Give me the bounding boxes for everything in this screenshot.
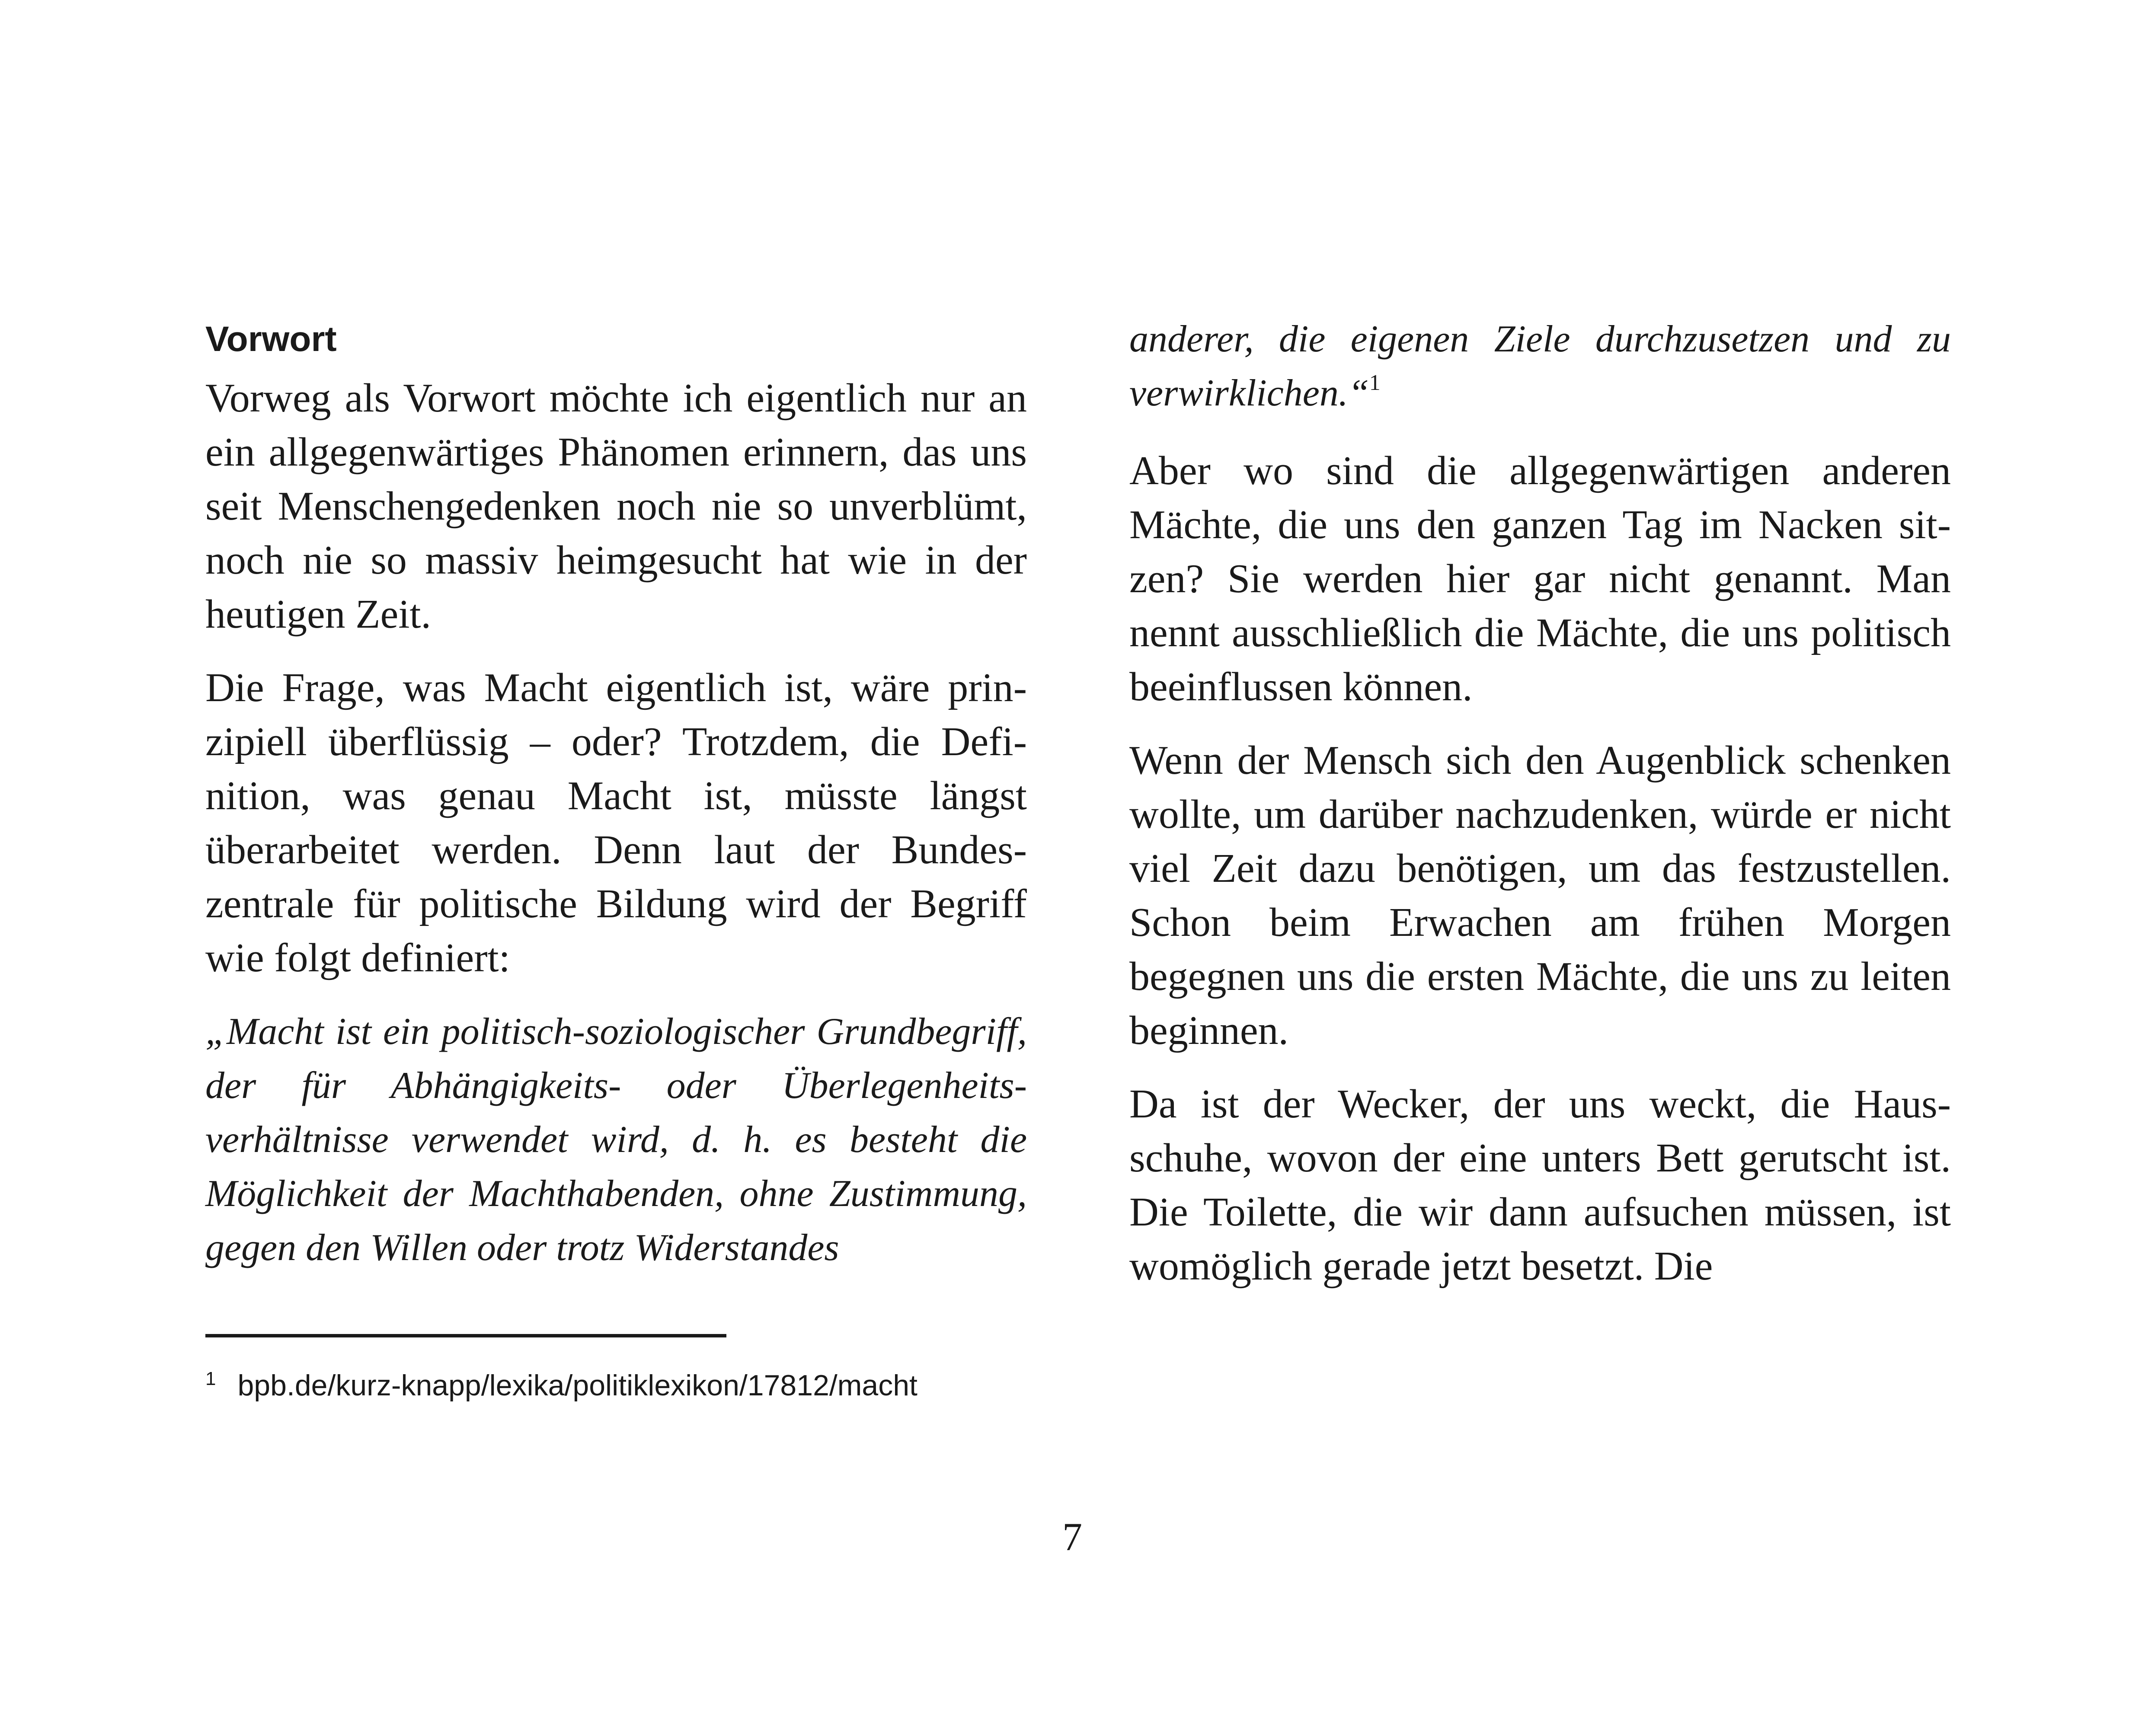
paragraph-morning: Wenn der Mensch sich den Augenblick schenken wollte, um darüber nachzudenken, würde er nicht viel Zeit dazu benötigen, um das festzustellen. Schon beim Erwachen am frühen Morgen begegnen uns die ersten Mächte, die uns zu leiten beginnen. xyxy=(1129,738,1951,1053)
footnote xyxy=(205,1357,1049,1407)
quote-definition-end xyxy=(1129,312,1951,420)
footnote-reference[interactable]: 1 xyxy=(1369,370,1381,395)
paragraph-intro: Vorweg als Vorwort möchte ich eigentlich nur an ein allgegenwärtiges Phänomen erinnern, das uns seit Menschengedenken noch nie so unverblümt, noch nie so massiv heimgesucht hat wie in der heutigen Zeit. xyxy=(205,376,1027,637)
left-column xyxy=(205,312,1027,1294)
footnote-separator xyxy=(205,1334,726,1337)
footnote-number: 1 xyxy=(205,1368,216,1389)
section-heading: Vorwort xyxy=(205,319,337,359)
quote-end-text: anderer, die eigenen Ziele durchzusetzen und zu verwirklichen.“ xyxy=(1129,318,1951,414)
paragraph-alarm-clock: Da ist der Wecker, der uns weckt, die Hausschuhe, wovon der eine unters Bett gerutscht ist. Die Toilette, die wir dann aufsuchen müssen, ist womöglich gerade jetzt besetzt. Die xyxy=(1129,1082,1951,1289)
quote-definition-start: „Macht ist ein politisch-soziologischer Grundbegriff, der für Abhängigkeits- oder Überlegenheitsverhältnisse verwendet wird, d. h. es besteht die Möglichkeit der Machthabenden, ohne Zustimmung, gegen den Willen oder trotz Widerstandes xyxy=(205,1011,1027,1269)
page-number: 7 xyxy=(1062,1515,1082,1559)
right-column xyxy=(1129,312,1951,1313)
paragraph-definition-question: Die Frage, was Macht eigentlich ist, wäre prinzipiell überflüssig – oder? Trotzdem, die Definition, was genau Macht ist, müsste längst überarbeitet werden. Denn laut der Bundeszentrale für politische Bildung wird der Begriff wie folgt definiert: xyxy=(205,665,1027,980)
paragraph-other-powers: Aber wo sind die allgegenwärtigen anderen Mächte, die uns den ganzen Tag im Nacken sitzen? Sie werden hier gar nicht genannt. Man nennt ausschließlich die Mächte, die uns politisch beeinflussen können. xyxy=(1129,448,1951,709)
footnote-link[interactable]: bpb.de/kurz-knapp/lexika/politiklexikon/17812/macht xyxy=(237,1369,917,1402)
